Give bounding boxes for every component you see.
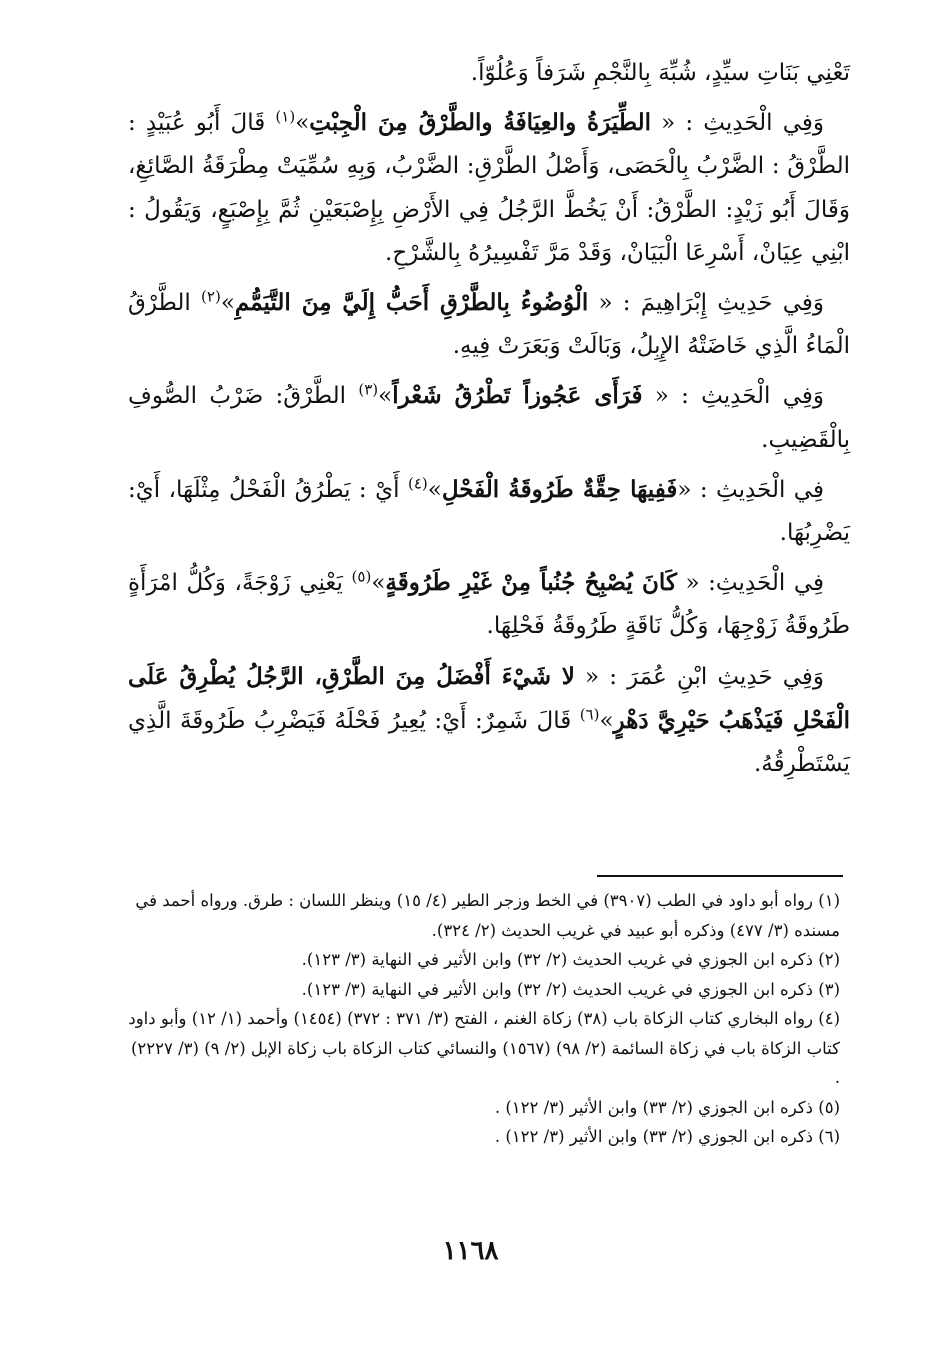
footnote: (٦) ذكره ابن الجوزي (٢/ ٣٣) وابن الأثير (٣/ ١٢٢) .: [494, 1127, 840, 1146]
hadith-quote: الْوُضُوءُ بِالطَّرْقِ أَحَبُّ إِلَيَّ مِنَ التَّيَمُّمِ: [234, 289, 589, 317]
main-text: [128, 52, 850, 792]
footnote: (١) رواه أبو داود في الطب (٣٩٠٧) في الخط وزجر الطير (٤/ ١٥) وينظر اللسان : طرق. ورواه أحمد في مسنده (٣/ ٤٧٧) وذكره أبو عبيد في غريب الحديث (٢/ ٣٢٤).: [135, 891, 840, 940]
paragraph-text: وَفِي الْحَدِيثِ : «: [642, 383, 824, 410]
paragraph-text: وَفِي حَدِيثِ إِبْرَاهِيمَ : «: [588, 290, 824, 317]
hadith-quote: فَرَأَى عَجُوزاً تَطْرُقُ شَعْراً: [392, 382, 643, 410]
hadith-quote: كَانَ يُصْبِحُ جُنُباً مِنْ غَيْرِ طَرُوقَةٍ: [385, 569, 677, 597]
paragraph-text: »: [371, 570, 386, 597]
footnote-reference: (٥): [351, 567, 372, 586]
paragraph: [128, 468, 850, 555]
paragraph-text: فِي الْحَدِيثِ: «: [676, 570, 824, 597]
paragraph-text: وَفِي حَدِيثِ ابْنِ عُمَرَ : «: [574, 663, 825, 690]
footnote: (٣) ذكره ابن الجوزي في غريب الحديث (٢/ ٣٢) وابن الأثير في النهاية (٣/ ١٢٣).: [301, 979, 840, 999]
page-number: ١١٦٨: [442, 1236, 499, 1266]
paragraph-text: تَعْنِي بَنَاتِ سيِّدٍ، شُبِّهَ بِالنَّجْمِ شَرَفاً وَعُلُوّاً.: [470, 60, 850, 86]
hadith-quote: الطِّيَرَةُ والعِيَافَةُ والطَّرْقُ مِنَ الْجِبْتِ: [309, 109, 651, 137]
paragraph: [128, 655, 850, 787]
paragraph: [128, 561, 850, 648]
paragraph-text: أَيْ : يَطْرُقُ الْفَحْلُ مِثْلَهَا، أَيْ: يَضْرِبُهَا.: [128, 476, 850, 547]
footnote-reference: (٣): [358, 380, 379, 399]
hadith-quote: فَفِيهَا حِقَّةٌ طَرُوقَةُ الْفَحْلِ: [441, 475, 678, 503]
paragraph-text: قَالَ أَبُو عُبَيْدٍ : الطَّرْقُ : الضَّرْبُ بِالْحَصَى، وَأَصْلُ الطَّرْقِ: الضَّرْبُ، وَبِهِ سُمِّيَتْ مِطْرَقَةُ الصَّائِغِ، وَقَالَ أَبُو زَيْدٍ: الطَّرْقُ: أَنْ يَخُطَّ الرَّجُلُ فِي الأَرْضِ بِإِصْبَعَيْنِ ثُمَّ بِإِصْبَعٍ، وَيَقُولُ : ابْنِي عِيَانْ، أَسْرِعَا الْبَيَانْ، وَقَدْ مَرَّ تَفْسِيرُهُ بِالشَّرْحِ.: [128, 110, 850, 266]
footnote-reference: (٢): [201, 287, 221, 306]
footnote-reference: (٤): [407, 474, 428, 493]
paragraph: [128, 374, 850, 461]
hadith-quote: لا شَيْءَ أَفْضَلُ مِنَ الطَّرْقِ، الرَّجُلُ يُطْرِقُ عَلَى الْفَحْلِ فَيَذْهَبُ حَيْرِيَّ دَهْرٍ: [128, 662, 850, 734]
paragraph-text: »: [599, 707, 614, 734]
footnotes: [128, 886, 840, 1152]
footnote: (٤) رواه البخاري كتاب الزكاة باب (٣٨) زكاة الغنم ، الفتح (٣/ ٣٧١ : ٣٧٢) (١٤٥٤) وأحمد (١/ ١٢) وأبو داود كتاب الزكاة باب في زكاة السائمة (٢/ ٩٨) (١٥٦٧) والنسائي كتاب الزكاة باب زكاة الإبل (٢/ ٩) (٣/ ٢٢٢٧) .: [128, 1009, 840, 1087]
paragraph-text: »: [427, 476, 442, 503]
paragraph: [128, 101, 850, 275]
paragraph-text: »: [295, 110, 310, 137]
paragraph-text: الطَّرْقُ الْمَاءُ الَّذِي خَاضَتْهُ الإِبِلُ، وَبَالَتْ وَبَعَرَتْ فِيهِ.: [128, 290, 850, 360]
footnote: (٢) ذكره ابن الجوزي في غريب الحديث (٢/ ٣٢) وابن الأثير في النهاية (٣/ ١٢٣).: [301, 950, 840, 969]
paragraph: [128, 52, 850, 95]
paragraph-text: يَعْنِي زَوْجَةً، وَكُلُّ امْرَأَةٍ طَرُوقَةُ زَوْجِهَا، وَكُلُّ نَاقَةٍ طَرُوقَةُ فَحْلِهَا.: [128, 570, 850, 640]
paragraph-text: وَفِي الْحَدِيثِ : «: [651, 110, 824, 137]
footnote: (٥) ذكره ابن الجوزي (٢/ ٣٣) وابن الأثير (٣/ ١٢٢) .: [494, 1097, 840, 1117]
paragraph: [128, 281, 850, 368]
paragraph-text: »: [220, 290, 235, 317]
paragraph-text: فِي الْحَدِيثِ : «: [677, 476, 824, 503]
paragraph-text: قَالَ شَمِرٌ: أَيْ: يُعِيرُ فَحْلَهُ فَيَضْرِبُ طَرُوقَةَ الَّذِي يَسْتَطْرِقُهُ.: [128, 707, 850, 778]
footnote-reference: (٦): [579, 705, 600, 724]
footnote-separator: [597, 875, 843, 877]
footnote-reference: (١): [275, 107, 296, 126]
paragraph-text: الطَّرْقُ: ضَرْبُ الصُّوفِ بِالْقَضِيبِ.: [128, 383, 850, 453]
paragraph-text: »: [378, 383, 393, 410]
